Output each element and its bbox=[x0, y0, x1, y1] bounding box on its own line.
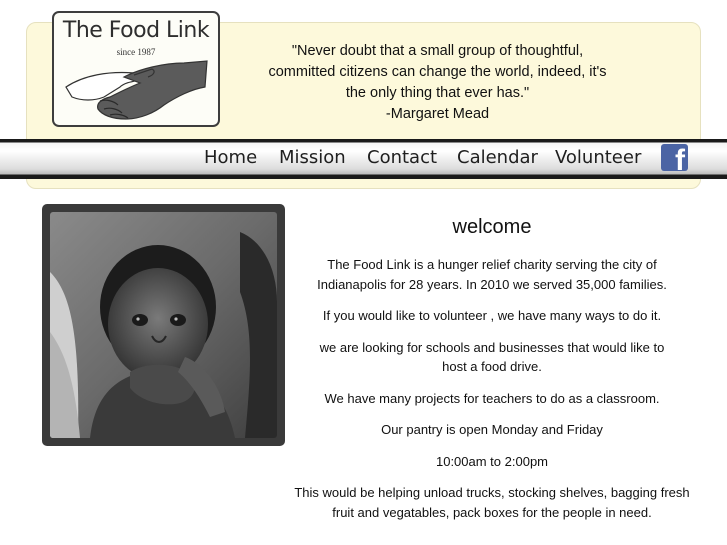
child-photo-image bbox=[50, 212, 277, 438]
content-paragraph: The Food Link is a hunger relief charity serving the city of Indianapolis for 28 years. In 2010 we served 35,000 families. bbox=[317, 257, 667, 292]
content-paragraph: Our pantry is open Monday and Friday bbox=[381, 422, 603, 437]
nav-calendar[interactable]: Calendar bbox=[457, 147, 538, 168]
quote-line: committed citizens can change the world, indeed, it's bbox=[268, 64, 607, 80]
main-nav bbox=[0, 139, 727, 179]
quote-line: the only thing that ever has." bbox=[345, 85, 530, 101]
welcome-heading: welcome bbox=[452, 216, 532, 238]
nav-contact[interactable]: Contact bbox=[367, 147, 438, 168]
nav-mission[interactable]: Mission bbox=[279, 147, 346, 168]
quote-attribution: -Margaret Mead bbox=[385, 106, 490, 122]
quote-block bbox=[250, 41, 625, 125]
child-photo bbox=[50, 212, 277, 438]
content-paragraph: 10:00am to 2:00pm bbox=[435, 453, 549, 469]
nav-volunteer[interactable]: Volunteer bbox=[555, 147, 642, 168]
site-logo[interactable] bbox=[52, 11, 220, 127]
handshake-icon bbox=[64, 57, 209, 123]
welcome-content bbox=[292, 216, 692, 534]
facebook-icon[interactable] bbox=[661, 144, 688, 171]
facebook-glyph: f bbox=[675, 144, 685, 171]
content-paragraph: we are looking for schools and businesses that would like to host a food drive. bbox=[319, 339, 665, 374]
logo-title: The Food Link bbox=[62, 18, 210, 43]
content-paragraph: If you would like to volunteer , we have many ways to do it. bbox=[322, 308, 662, 323]
quote-line: "Never doubt that a small group of thoughtful, bbox=[291, 43, 584, 59]
logo-since: since 1987 bbox=[116, 47, 156, 57]
photo-frame bbox=[42, 204, 285, 446]
content-paragraph: We have many projects for teachers to do as a classroom. bbox=[324, 390, 660, 406]
content-paragraph: This would be helping unload trucks, stocking shelves, bagging fresh fruit and vegatables, pack boxes for the people in need. bbox=[294, 485, 690, 520]
nav-home[interactable]: Home bbox=[204, 147, 258, 168]
